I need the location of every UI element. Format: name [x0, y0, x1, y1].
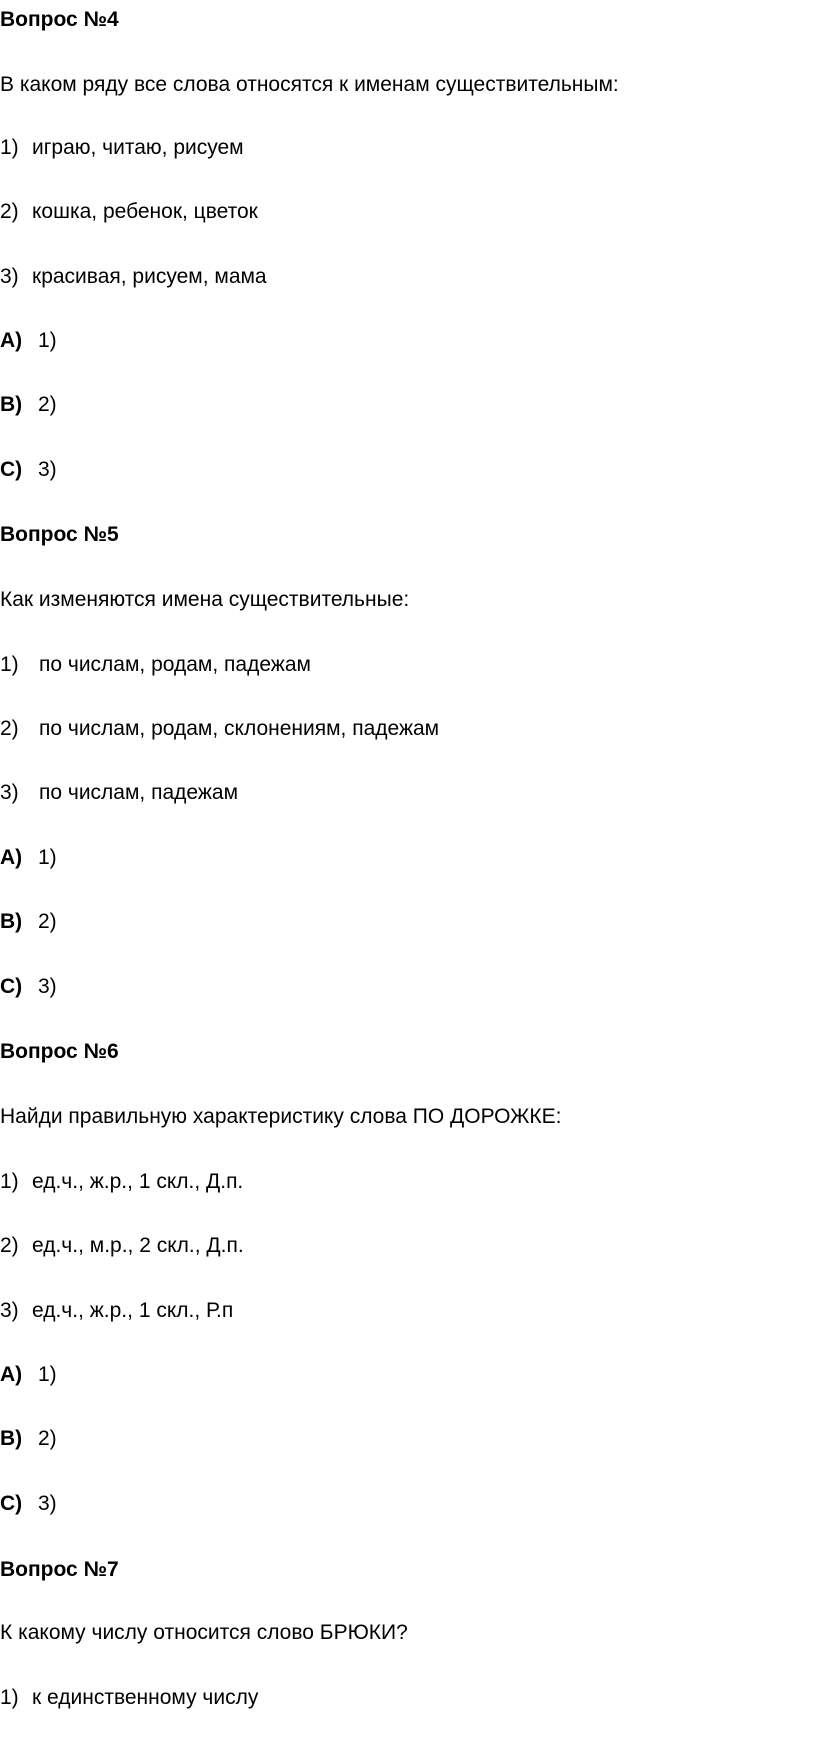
option-number: 2) [0, 1234, 19, 1257]
answer-value: 1) [38, 846, 57, 869]
answer-letter: C) [0, 975, 23, 998]
option-1 [0, 1167, 243, 1197]
option-1 [0, 1683, 258, 1713]
option-2 [0, 714, 439, 744]
question-prompt: Найди правильную характеристику слова ПО ДОРОЖКЕ: [0, 1105, 562, 1128]
option-3 [0, 1296, 233, 1326]
question-title: Вопрос №6 [0, 1040, 119, 1063]
option-text: к единственному числу [32, 1686, 259, 1709]
option-number: 1) [0, 136, 19, 159]
answer-value: 2) [38, 393, 57, 416]
option-3 [0, 778, 238, 808]
answer-letter: C) [0, 1492, 23, 1515]
option-2 [0, 197, 258, 227]
answer-letter: B) [0, 1427, 23, 1450]
answer-letter: B) [0, 910, 23, 933]
answer-letter: A) [0, 1363, 23, 1386]
option-text: по числам, родам, склонениям, падежам [39, 717, 440, 740]
option-number: 1) [0, 653, 19, 676]
answer-value: 3) [38, 458, 57, 481]
option-number: 3) [0, 1299, 19, 1322]
option-text: кошка, ребенок, цветок [32, 200, 258, 223]
answer-c [0, 455, 57, 485]
answer-value: 1) [38, 329, 57, 352]
option-text: ед.ч., м.р., 2 скл., Д.п. [32, 1234, 244, 1257]
answer-letter: A) [0, 329, 23, 352]
option-number: 3) [0, 265, 19, 288]
answer-value: 1) [38, 1363, 57, 1386]
option-3 [0, 262, 267, 292]
answer-a [0, 1360, 57, 1390]
option-text: по числам, родам, падежам [39, 653, 311, 676]
question-prompt: Как изменяются имена существительные: [0, 588, 410, 611]
question-prompt: К какому числу относится слово БРЮКИ? [0, 1621, 408, 1644]
question-title: Вопрос №4 [0, 8, 119, 31]
answer-a [0, 326, 57, 356]
answer-b [0, 390, 57, 420]
option-number: 1) [0, 1170, 19, 1193]
option-number: 2) [0, 717, 19, 740]
option-text: ед.ч., ж.р., 1 скл., Д.п. [32, 1170, 244, 1193]
answer-b [0, 1424, 57, 1454]
answer-value: 3) [38, 975, 57, 998]
answer-c [0, 1489, 57, 1519]
question-title: Вопрос №5 [0, 523, 119, 546]
option-number: 2) [0, 200, 19, 223]
answer-c [0, 972, 57, 1002]
answer-value: 3) [38, 1492, 57, 1515]
answer-letter: A) [0, 846, 23, 869]
option-text: играю, читаю, рисуем [32, 136, 244, 159]
option-2 [0, 1231, 244, 1261]
option-1 [0, 650, 311, 680]
option-number: 1) [0, 1686, 19, 1709]
option-text: красивая, рисуем, мама [32, 265, 267, 288]
answer-letter: C) [0, 458, 23, 481]
question-prompt: В каком ряду все слова относятся к именам существительным: [0, 73, 619, 96]
option-text: по числам, падежам [39, 781, 239, 804]
option-text: ед.ч., ж.р., 1 скл., Р.п [32, 1299, 234, 1322]
option-number: 3) [0, 781, 19, 804]
answer-letter: B) [0, 393, 23, 416]
option-1 [0, 133, 244, 163]
question-title: Вопрос №7 [0, 1558, 119, 1581]
answer-b [0, 907, 57, 937]
answer-a [0, 843, 57, 873]
answer-value: 2) [38, 910, 57, 933]
answer-value: 2) [38, 1427, 57, 1450]
